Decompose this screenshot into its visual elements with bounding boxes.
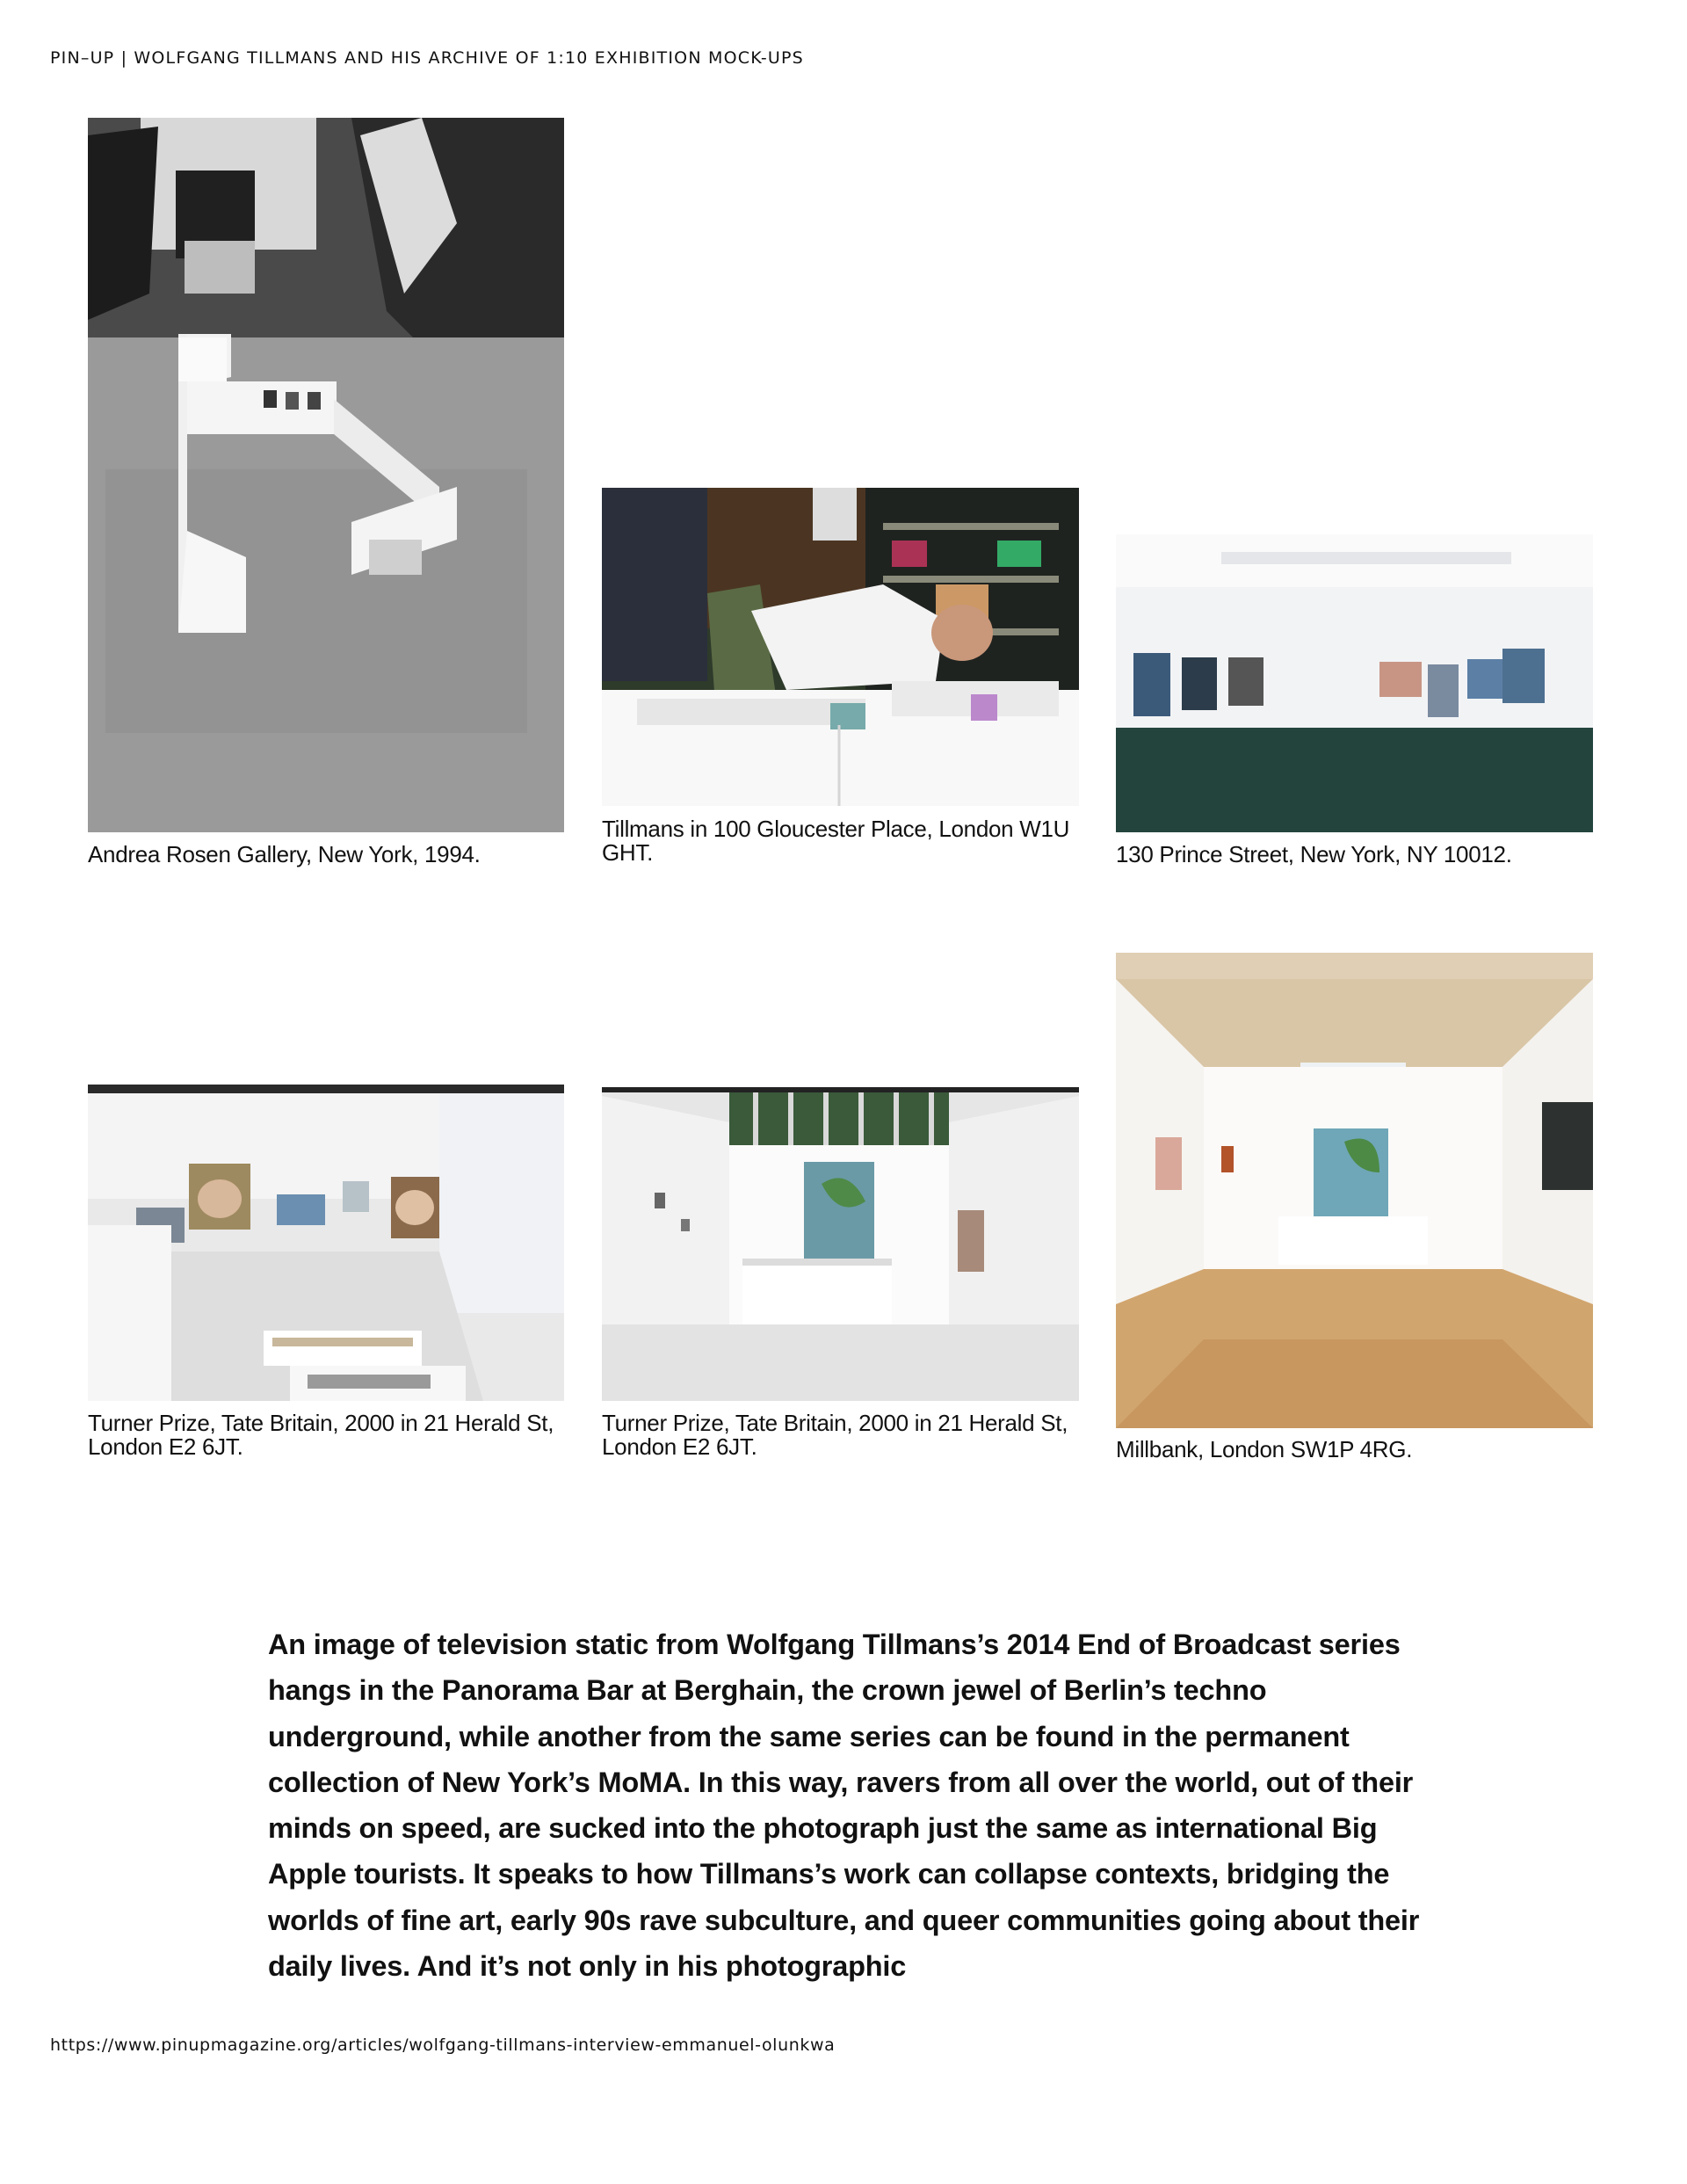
- page-header-title: PIN–UP | WOLFGANG TILLMANS AND HIS ARCHIVE OF 1:10 EXHIBITION MOCK-UPS: [50, 48, 804, 68]
- photo-millbank-gallery-hall-image: [1116, 953, 1593, 1428]
- photo-andrea-rosen-gallery: [88, 118, 564, 832]
- photo-turner-prize-model-faces-image: [88, 1085, 564, 1401]
- caption-gloucester-place-studio: Tillmans in 100 Gloucester Place, London W1U GHT.: [602, 816, 1070, 866]
- caption-turner-prize-model-faces: Turner Prize, Tate Britain, 2000 in 21 Herald St, London E2 6JT.: [88, 1410, 554, 1460]
- photo-andrea-rosen-gallery-image: [88, 118, 564, 832]
- article-body-paragraph: An image of television static from Wolfgang Tillmans’s 2014 End of Broadcast series hangs in the Panorama Bar at Berghain, the crown jewel of Berlin’s techno underground, while another from the same series can be found in the permanent collection of New York’s MoMA. In this way, ravers from all over the world, out of their minds on speed, are sucked into the photograph just the same as international Big Apple tourists. It speaks to how Tillmans’s work can collapse contexts, bridging the worlds of fine art, early 90s rave subculture, and queer communities going about their daily lives. And it’s not only in his photographic: [268, 1629, 1420, 1983]
- caption-turner-prize-model-room: Turner Prize, Tate Britain, 2000 in 21 Herald St, London E2 6JT.: [602, 1410, 1068, 1460]
- photo-gloucester-place-studio: [602, 488, 1079, 806]
- photo-turner-prize-model-faces: [88, 1085, 564, 1401]
- photo-prince-street-gallery: [1116, 534, 1593, 832]
- footer-url[interactable]: https://www.pinupmagazine.org/articles/wolfgang-tillmans-interview-emmanuel-olunkwa: [50, 2035, 836, 2055]
- photo-gloucester-place-studio-image: [602, 488, 1079, 806]
- photo-millbank-gallery-hall: [1116, 953, 1593, 1428]
- photo-turner-prize-model-room: [602, 1087, 1079, 1401]
- caption-andrea-rosen-gallery: Andrea Rosen Gallery, New York, 1994.: [88, 841, 481, 867]
- photo-prince-street-gallery-image: [1116, 534, 1593, 832]
- caption-millbank-gallery-hall: Millbank, London SW1P 4RG.: [1116, 1436, 1413, 1462]
- caption-prince-street-gallery: 130 Prince Street, New York, NY 10012.: [1116, 841, 1512, 867]
- photo-turner-prize-model-room-image: [602, 1087, 1079, 1401]
